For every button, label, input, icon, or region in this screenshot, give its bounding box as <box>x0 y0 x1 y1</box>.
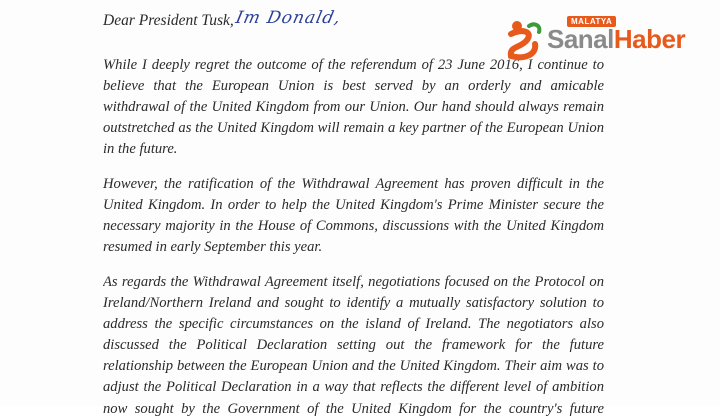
paragraph-line: relationship between the European Union and the United Kingdom. Their aim was to <box>103 358 604 375</box>
paragraph-line: outstretched as the United Kingdom will remain a key partner of the European Union <box>103 120 604 137</box>
paragraph-line: now sought by the Government of the United Kingdom for the country's future <box>103 400 604 417</box>
watermark-logo <box>503 16 708 64</box>
salutation: Dear President Tusk, <box>103 12 234 29</box>
handwritten-note: Im Donald, <box>233 8 344 28</box>
paragraph-line: As regards the Withdrawal Agreement itself, negotiations focused on the Protocol on <box>103 274 604 290</box>
paragraph-2 <box>103 174 604 258</box>
brand-part-1: Sanal <box>547 24 614 54</box>
sanalhaber-logo-icon <box>503 18 545 62</box>
paragraph-line: Ireland/Northern Ireland and sought to identify a mutually satisfactory solution to <box>103 295 604 312</box>
paragraph-line: United Kingdom. In order to help the United Kingdom's Prime Minister secure the <box>103 197 604 214</box>
paragraph-line: discussed the Political Declaration setting out the framework for the future <box>103 337 604 354</box>
paragraph-line: adjust the Political Declaration in a way that reflects the different level of ambition <box>103 379 604 396</box>
watermark-badge: MALATYA <box>567 16 616 27</box>
paragraph-line: in the future. <box>103 141 178 158</box>
paragraph-line: necessary majority in the House of Commons, discussions with the United Kingdom <box>103 218 604 235</box>
paragraph-line: believe that the European Union is best served by an orderly and amicable <box>103 78 604 95</box>
paragraph-line: resumed in early September this year. <box>103 239 323 256</box>
paragraph-line: While I deeply regret the outcome of the referendum of 23 June 2016, I continue to <box>103 57 604 73</box>
brand-part-2: Haber <box>613 24 686 54</box>
paragraph-line: address the specific circumstances on the island of Ireland. The negotiators also <box>103 316 604 333</box>
paragraph-line: However, the ratification of the Withdrawal Agreement has proven difficult in the <box>103 176 604 192</box>
paragraph-1 <box>103 55 604 160</box>
paragraph-3 <box>103 272 604 420</box>
paragraph-line: withdrawal of the United Kingdom from our Union. Our hand should always remain <box>103 99 604 116</box>
watermark-brand <box>547 24 685 55</box>
